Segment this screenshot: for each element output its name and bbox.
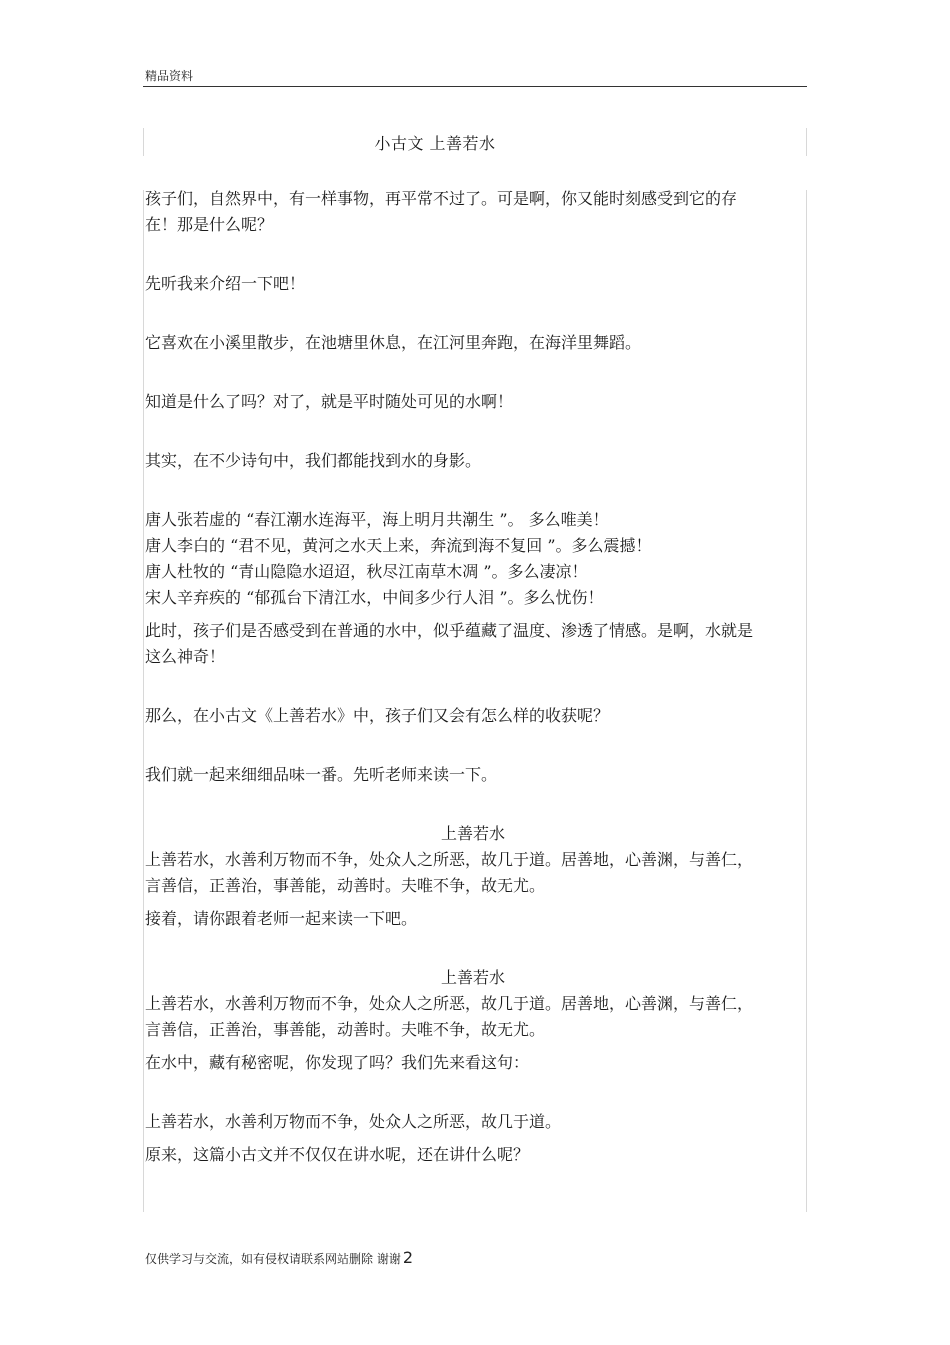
frame-line-right-top bbox=[806, 128, 807, 156]
paragraph-read-along: 接着，请你跟着老师一起来读一下吧。 bbox=[145, 909, 418, 928]
poem-line: 唐人杜牧的 “青山隐隐水迢迢，秋尽江南草木凋 ”。多么凄凉！ bbox=[145, 562, 588, 581]
page-number: 2 bbox=[402, 1248, 414, 1267]
paragraph-question: 那么，在小古文《上善若水》中，孩子们又会有怎么样的收获呢？ bbox=[145, 706, 610, 725]
paragraph-feeling: 此时，孩子们是否感受到在普通的水中，似乎蕴藏了温度、渗透了情感。是啊，水就是这么神奇！ bbox=[145, 621, 754, 666]
frame-line-left bbox=[143, 190, 144, 1212]
paragraph-intro: 孩子们，自然界中，有一样事物，再平常不过了。可是啊，你又能时刻感受到它的存在！那是什么呢？ bbox=[145, 189, 738, 234]
footer bbox=[145, 1248, 413, 1267]
classical-text-title: 上善若水 bbox=[440, 968, 505, 987]
footer-text: 仅供学习与交流，如有侵权请联系网站删除 谢谢 bbox=[145, 1252, 401, 1266]
paragraph-introduce: 先听我来介绍一下吧！ bbox=[145, 274, 306, 293]
classical-text-body: 上善若水，水善利万物而不争，处众人之所恶，故几于道。居善地，心善渊，与善仁，言善信，正善治，事善能，动善时。夫唯不争，故无尤。 bbox=[145, 850, 754, 895]
paragraph-secret: 在水中，藏有秘密呢，你发现了吗？我们先来看这句： bbox=[145, 1053, 530, 1072]
paragraph-quote: 上善若水，水善利万物而不争，处众人之所恶，故几于道。 bbox=[145, 1112, 562, 1131]
paragraph-answer: 知道是什么了吗？对了，就是平时随处可见的水啊！ bbox=[145, 392, 514, 411]
classical-text-title: 上善若水 bbox=[440, 824, 505, 843]
paragraph-listen: 我们就一起来细细品味一番。先听老师来读一下。 bbox=[145, 765, 498, 784]
document-body bbox=[145, 186, 757, 1168]
poem-line: 唐人李白的 “君不见，黄河之水天上来，奔流到海不复回 ”。多么震撼！ bbox=[145, 536, 652, 555]
frame-line-right bbox=[806, 190, 807, 1212]
document-title: 小古文 上善若水 bbox=[374, 134, 496, 153]
paragraph-closing-question: 原来，这篇小古文并不仅仅在讲水呢，还在讲什么呢？ bbox=[145, 1145, 530, 1164]
classical-text-body: 上善若水，水善利万物而不争，处众人之所恶，故几于道。居善地，心善渊，与善仁，言善信，正善治，事善能，动善时。夫唯不争，故无尤。 bbox=[145, 994, 754, 1039]
header-divider bbox=[143, 86, 807, 87]
poem-line: 唐人张若虚的 “春江潮水连海平，海上明月共潮生 ”。 多么唯美！ bbox=[145, 510, 609, 529]
paragraph-poems-intro: 其实，在不少诗句中，我们都能找到水的身影。 bbox=[145, 451, 482, 470]
header-label: 精品资料 bbox=[145, 69, 194, 83]
poem-line: 宋人辛弃疾的 “郁孤台下清江水，中间多少行人泪 ”。多么忧伤！ bbox=[145, 588, 604, 607]
paragraph-water-places: 它喜欢在小溪里散步，在池塘里休息，在江河里奔跑，在海洋里舞蹈。 bbox=[145, 333, 642, 352]
